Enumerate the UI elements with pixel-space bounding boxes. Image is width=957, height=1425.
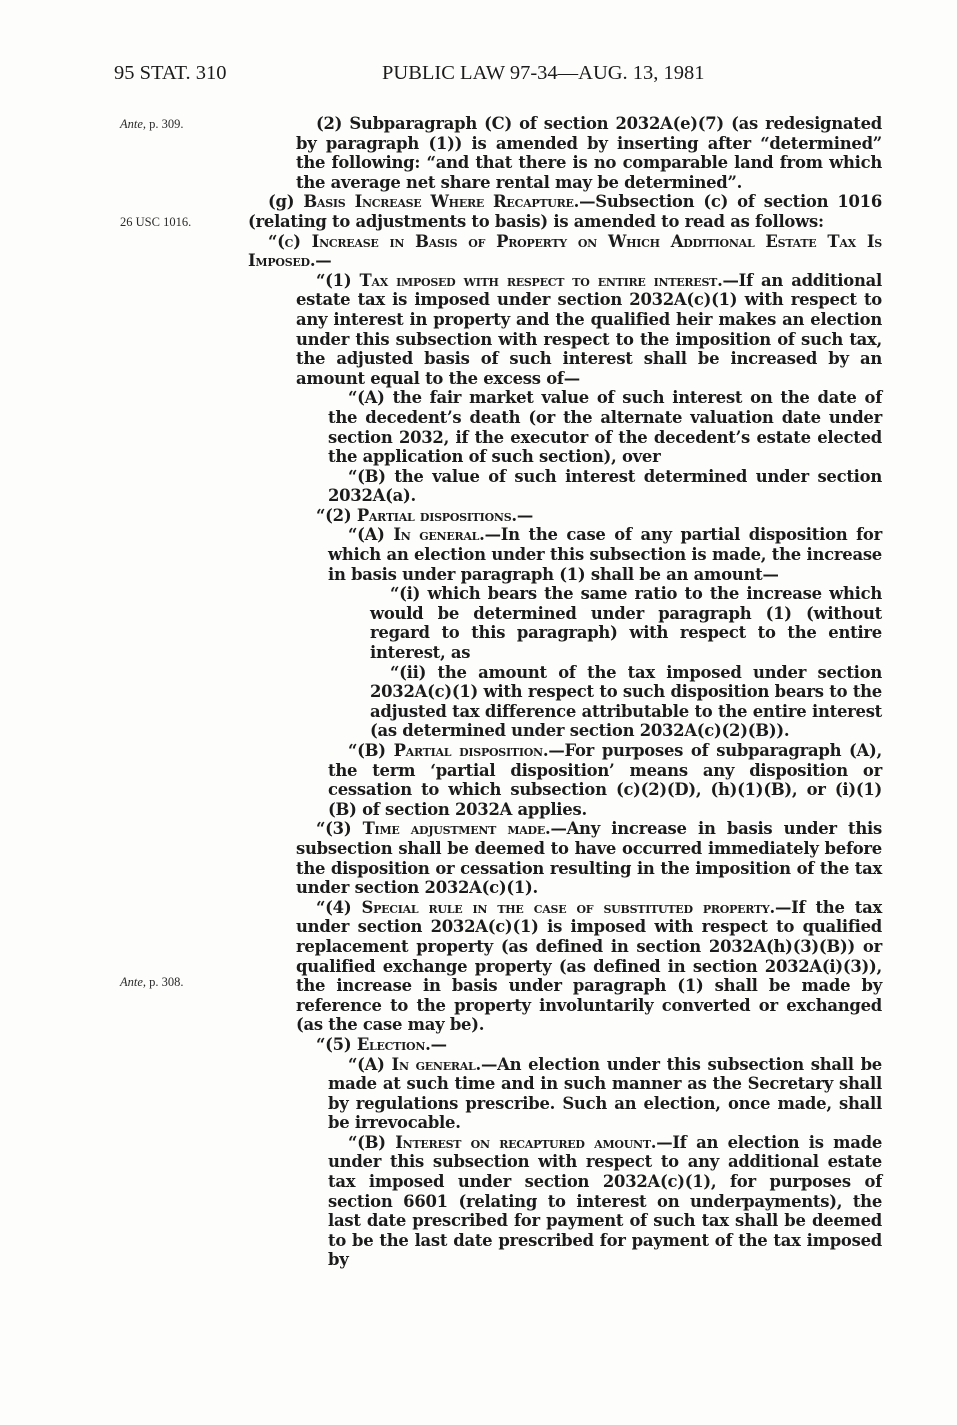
paragraph-2-b-heading: Partial disposition. xyxy=(393,741,549,760)
margin-note-26-usc-1016: 26 USC 1016. xyxy=(120,215,192,229)
paragraph-1-b: “(B) the value of such interest determined under section 2032A(a). xyxy=(328,466,882,506)
margin-note-ante-308: Ante, p. 308. xyxy=(120,975,184,989)
paragraph-2-subparagraph-c: (2) Subparagraph (C) of section 2032A(e)(7) (as redesignated by paragraph (1)) is amended by inserting after “determined” the following: “and that there is no comparable land from which the average net share rental may be determined”. xyxy=(296,114,882,192)
subsection-g-heading: Basis Increase Where Recapture. xyxy=(303,192,580,212)
paragraph-5: “(5) Election.— xyxy=(316,1034,447,1054)
subsection-c-heading: “(c) Increase in Basis of Property on Which Additional Estate Tax Is Imposed.— xyxy=(248,231,882,271)
statute-page-number: 95 STAT. 310 xyxy=(114,62,227,84)
paragraph-1: “(1) Tax imposed with respect to entire interest.—If an additional estate tax is imposed under section 2032A(c)(1) with respect to any interest in property and the qualified heir makes an election under this subsection with respect to the imposition of such tax, the adjusted basis of such interest shall be increased by an amount equal to the excess of— xyxy=(296,270,882,388)
paragraph-1-a: “(A) the fair market value of such interest on the date of the decedent’s death (or the alternate valuation date under section 2032, if the executor of the decedent’s estate elected the application of such section), over xyxy=(328,388,882,467)
paragraph-5-heading: Election. xyxy=(356,1034,431,1054)
statute-body xyxy=(248,114,882,1270)
paragraph-2: “(2) Partial dispositions.— xyxy=(316,505,534,525)
paragraph-5-a-heading: In general. xyxy=(391,1054,481,1074)
paragraph-2-a-i: “(i) which bears the same ratio to the increase which would be determined under paragraph (1) (without regard to this paragraph) with respect to the entire interest, as xyxy=(370,584,882,663)
paragraph-3: “(3) Time adjustment made.—Any increase in basis under this subsection shall be deemed to have occurred immediately before the disposition or cessation resulting in the imposition of the tax under section 2032A(c)(1). xyxy=(296,819,882,898)
paragraph-2-b: “(B) Partial disposition.—For purposes of subparagraph (A), the term ‘partial disposition’ means any disposition or cessation to which subsection (c)(2)(D), (h)(1)(B), or (i)(1)(B) of section 2032A applies. xyxy=(328,741,882,819)
paragraph-2-a-heading: In general. xyxy=(393,525,485,545)
paragraph-4-heading: Special rule in the case of substituted property. xyxy=(361,897,775,917)
paragraph-5-b-heading: Interest on recaptured amount. xyxy=(395,1132,657,1152)
paragraph-4: “(4) Special rule in the case of substituted property.—If the tax under section 2032A(c)(1) is imposed with respect to qualified replacement property (as defined in section 2032A(h)(3)(B)) or qualified exchange property (as defined in section 2032A(i)(3)), the increase in basis under paragraph (1) shall be made by reference to the property involuntarily converted or exchanged (as the case may be). xyxy=(296,897,882,1035)
paragraph-2-heading: Partial dispositions. xyxy=(356,505,517,525)
page-header xyxy=(114,62,914,92)
paragraph-2-a: “(A) In general.—In the case of any partial disposition for which an election under this subsection is made, the increase in basis under paragraph (1) shall be an amount— xyxy=(328,525,882,584)
margin-note-ante-309: Ante, p. 309. xyxy=(120,117,184,131)
paragraph-3-heading: Time adjustment made. xyxy=(362,819,551,839)
subsection-g: (g) Basis Increase Where Recapture.—Subsection (c) of section 1016 (relating to adjustments to basis) is amended to read as follows: xyxy=(248,192,882,231)
paragraph-5-a: “(A) In general.—An election under this subsection shall be made at such time and in such manner as the Secretary shall by regulations prescribe. Such an election, once made, shall be irrevocable. xyxy=(328,1054,882,1133)
paragraph-5-b: “(B) Interest on recaptured amount.—If an election is made under this subsection with respect to any additional estate tax imposed under section 2032A(c)(1), for purposes of section 6601 (relating to interest on underpayments), the last date prescribed for payment of such tax shall be deemed to be the last date prescribed for payment of the tax imposed by xyxy=(328,1132,883,1270)
public-law-title: PUBLIC LAW 97-34—AUG. 13, 1981 xyxy=(382,62,705,84)
paragraph-1-heading: Tax imposed with respect to entire interest. xyxy=(359,270,723,290)
paragraph-2-a-ii: “(ii) the amount of the tax imposed under section 2032A(c)(1) with respect to such disposition bears to the adjusted tax difference attributable to the entire interest (as determined under section 2032A(c)(2)(B)). xyxy=(370,662,882,741)
